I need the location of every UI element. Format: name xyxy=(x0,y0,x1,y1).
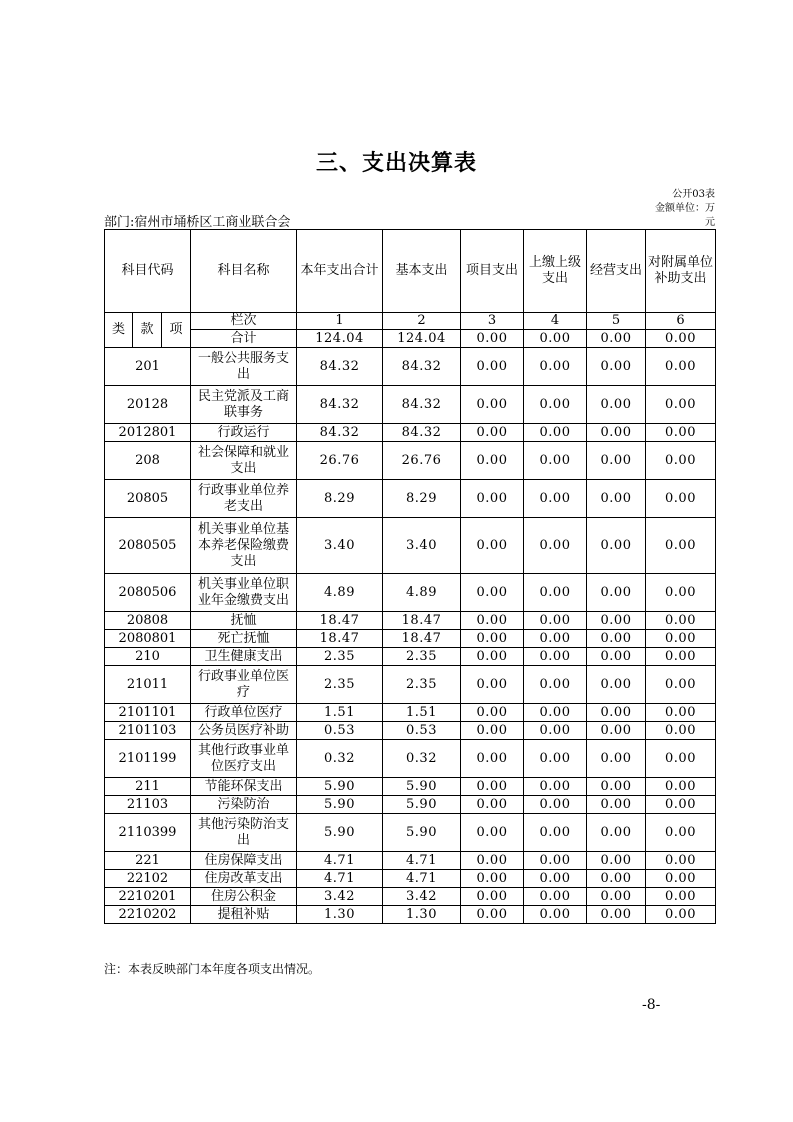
row-col6: 0.00 xyxy=(646,778,716,796)
row-name: 污染防治 xyxy=(191,796,297,814)
row-col2: 8.29 xyxy=(383,480,461,518)
row-col3: 0.00 xyxy=(461,778,524,796)
row-name: 节能环保支出 xyxy=(191,778,297,796)
row-col4: 0.00 xyxy=(524,480,587,518)
row-col6: 0.00 xyxy=(646,424,716,442)
row-col1: 84.32 xyxy=(297,348,383,386)
expenditure-table xyxy=(104,229,716,924)
table-row xyxy=(105,704,716,722)
footnote: 注：本表反映部门本年度各项支出情况。 xyxy=(104,962,321,976)
row-code: 211 xyxy=(105,778,191,796)
row-col3: 0.00 xyxy=(461,518,524,574)
row-col6: 0.00 xyxy=(646,480,716,518)
row-code: 2101103 xyxy=(105,722,191,740)
row-col1: 0.32 xyxy=(297,740,383,778)
amount-unit-value: 元 xyxy=(705,217,715,228)
header-code: 科目代码 xyxy=(105,230,191,313)
header-upper: 上缴上级支出 xyxy=(524,230,587,313)
row-code: 2210201 xyxy=(105,888,191,906)
row-col4: 0.00 xyxy=(524,870,587,888)
row-col2: 5.90 xyxy=(383,796,461,814)
row-col6: 0.00 xyxy=(646,870,716,888)
header-subsidy: 对附属单位补助支出 xyxy=(646,230,716,313)
row-col3: 0.00 xyxy=(461,888,524,906)
row-col3: 0.00 xyxy=(461,870,524,888)
row-col1: 5.90 xyxy=(297,796,383,814)
row-col1: 4.71 xyxy=(297,870,383,888)
row-code: 208 xyxy=(105,442,191,480)
row-col3: 0.00 xyxy=(461,612,524,630)
row-col4: 0.00 xyxy=(524,424,587,442)
row-col4: 0.00 xyxy=(524,740,587,778)
row-col3: 0.00 xyxy=(461,740,524,778)
row-col4: 0.00 xyxy=(524,574,587,612)
row-code: 22102 xyxy=(105,870,191,888)
total-col2: 124.04 xyxy=(383,330,461,348)
row-col3: 0.00 xyxy=(461,906,524,924)
row-col2: 4.71 xyxy=(383,852,461,870)
table-row xyxy=(105,518,716,574)
header-total: 本年支出合计 xyxy=(297,230,383,313)
row-col6: 0.00 xyxy=(646,574,716,612)
row-col4: 0.00 xyxy=(524,722,587,740)
row-col3: 0.00 xyxy=(461,574,524,612)
row-col4: 0.00 xyxy=(524,442,587,480)
header-kuan: 款 xyxy=(133,313,162,348)
header-basic: 基本支出 xyxy=(383,230,461,313)
row-code: 2110399 xyxy=(105,814,191,852)
row-col6: 0.00 xyxy=(646,442,716,480)
row-col5: 0.00 xyxy=(587,722,646,740)
table-row xyxy=(105,814,716,852)
row-col2: 18.47 xyxy=(383,612,461,630)
total-col1: 124.04 xyxy=(297,330,383,348)
header-name: 科目名称 xyxy=(191,230,297,313)
row-col1: 2.35 xyxy=(297,666,383,704)
row-col3: 0.00 xyxy=(461,852,524,870)
row-code: 2101199 xyxy=(105,740,191,778)
table-row xyxy=(105,480,716,518)
row-col4: 0.00 xyxy=(524,648,587,666)
header-row xyxy=(105,230,716,313)
row-code: 21011 xyxy=(105,666,191,704)
row-name: 其他行政事业单位医疗支出 xyxy=(191,740,297,778)
table-row xyxy=(105,888,716,906)
row-name: 社会保障和就业支出 xyxy=(191,442,297,480)
row-col5: 0.00 xyxy=(587,630,646,648)
row-col6: 0.00 xyxy=(646,704,716,722)
row-code: 210 xyxy=(105,648,191,666)
total-label: 合计 xyxy=(191,330,297,348)
row-name: 行政事业单位医疗 xyxy=(191,666,297,704)
row-col6: 0.00 xyxy=(646,386,716,424)
row-name: 抚恤 xyxy=(191,612,297,630)
row-code: 20805 xyxy=(105,480,191,518)
row-col5: 0.00 xyxy=(587,518,646,574)
col-number-2: 2 xyxy=(383,313,461,330)
row-col5: 0.00 xyxy=(587,778,646,796)
col-number-3: 3 xyxy=(461,313,524,330)
row-col4: 0.00 xyxy=(524,888,587,906)
row-name: 提租补贴 xyxy=(191,906,297,924)
header-lei: 类 xyxy=(105,313,133,348)
row-col1: 5.90 xyxy=(297,814,383,852)
row-col1: 4.89 xyxy=(297,574,383,612)
total-row xyxy=(105,330,716,348)
row-col2: 5.90 xyxy=(383,814,461,852)
row-col4: 0.00 xyxy=(524,630,587,648)
header-xiang: 项 xyxy=(162,313,191,348)
row-col1: 5.90 xyxy=(297,778,383,796)
row-col5: 0.00 xyxy=(587,480,646,518)
row-col6: 0.00 xyxy=(646,648,716,666)
row-col4: 0.00 xyxy=(524,612,587,630)
row-col5: 0.00 xyxy=(587,348,646,386)
row-code: 2080506 xyxy=(105,574,191,612)
row-col1: 1.51 xyxy=(297,704,383,722)
row-name: 民主党派及工商联事务 xyxy=(191,386,297,424)
row-col2: 84.32 xyxy=(383,424,461,442)
row-col5: 0.00 xyxy=(587,648,646,666)
col-number-1: 1 xyxy=(297,313,383,330)
page-number: -8- xyxy=(642,997,661,1013)
row-col4: 0.00 xyxy=(524,852,587,870)
row-code: 201 xyxy=(105,348,191,386)
row-col2: 4.71 xyxy=(383,870,461,888)
table-row xyxy=(105,796,716,814)
amount-unit-label: 金额单位：万 xyxy=(655,203,715,214)
table-row xyxy=(105,870,716,888)
row-code: 221 xyxy=(105,852,191,870)
row-col2: 26.76 xyxy=(383,442,461,480)
row-code: 20808 xyxy=(105,612,191,630)
row-col2: 4.89 xyxy=(383,574,461,612)
row-col1: 3.42 xyxy=(297,888,383,906)
row-name: 机关事业单位基本养老保险缴费支出 xyxy=(191,518,297,574)
table-row xyxy=(105,442,716,480)
row-col4: 0.00 xyxy=(524,348,587,386)
table-row xyxy=(105,666,716,704)
row-col5: 0.00 xyxy=(587,852,646,870)
row-col6: 0.00 xyxy=(646,722,716,740)
lanci-row xyxy=(105,313,716,330)
row-col1: 4.71 xyxy=(297,852,383,870)
row-name: 其他污染防治支出 xyxy=(191,814,297,852)
row-col1: 0.53 xyxy=(297,722,383,740)
row-col2: 5.90 xyxy=(383,778,461,796)
row-name: 公务员医疗补助 xyxy=(191,722,297,740)
total-col5: 0.00 xyxy=(587,330,646,348)
row-col1: 18.47 xyxy=(297,630,383,648)
row-col2: 3.42 xyxy=(383,888,461,906)
total-col6: 0.00 xyxy=(646,330,716,348)
row-col6: 0.00 xyxy=(646,630,716,648)
row-col3: 0.00 xyxy=(461,442,524,480)
row-col5: 0.00 xyxy=(587,870,646,888)
total-col4: 0.00 xyxy=(524,330,587,348)
row-col1: 18.47 xyxy=(297,612,383,630)
row-col6: 0.00 xyxy=(646,796,716,814)
row-col5: 0.00 xyxy=(587,612,646,630)
row-col1: 84.32 xyxy=(297,386,383,424)
row-col4: 0.00 xyxy=(524,906,587,924)
header-business: 经营支出 xyxy=(587,230,646,313)
row-name: 死亡抚恤 xyxy=(191,630,297,648)
table-row xyxy=(105,906,716,924)
table-row xyxy=(105,348,716,386)
row-col4: 0.00 xyxy=(524,778,587,796)
page-title: 三、支出决算表 xyxy=(315,151,477,176)
row-col1: 2.35 xyxy=(297,648,383,666)
row-col1: 84.32 xyxy=(297,424,383,442)
row-col5: 0.00 xyxy=(587,906,646,924)
row-name: 行政单位医疗 xyxy=(191,704,297,722)
row-col5: 0.00 xyxy=(587,704,646,722)
row-col6: 0.00 xyxy=(646,852,716,870)
row-col2: 1.51 xyxy=(383,704,461,722)
row-col4: 0.00 xyxy=(524,704,587,722)
row-col6: 0.00 xyxy=(646,518,716,574)
col-number-4: 4 xyxy=(524,313,587,330)
row-col4: 0.00 xyxy=(524,796,587,814)
row-col2: 84.32 xyxy=(383,386,461,424)
row-code: 2101101 xyxy=(105,704,191,722)
header-lanci: 栏次 xyxy=(191,313,297,330)
col-number-6: 6 xyxy=(646,313,716,330)
table-row xyxy=(105,424,716,442)
row-col5: 0.00 xyxy=(587,740,646,778)
row-col2: 2.35 xyxy=(383,666,461,704)
department-label: 部门:宿州市埇桥区工商业联合会 xyxy=(104,215,291,230)
total-col3: 0.00 xyxy=(461,330,524,348)
row-col6: 0.00 xyxy=(646,666,716,704)
row-col3: 0.00 xyxy=(461,796,524,814)
row-col6: 0.00 xyxy=(646,906,716,924)
row-code: 20128 xyxy=(105,386,191,424)
row-col4: 0.00 xyxy=(524,666,587,704)
table-row xyxy=(105,722,716,740)
row-col3: 0.00 xyxy=(461,666,524,704)
row-name: 行政运行 xyxy=(191,424,297,442)
row-col3: 0.00 xyxy=(461,814,524,852)
table-row xyxy=(105,740,716,778)
row-col1: 1.30 xyxy=(297,906,383,924)
row-name: 机关事业单位职业年金缴费支出 xyxy=(191,574,297,612)
row-col3: 0.00 xyxy=(461,348,524,386)
row-col2: 0.32 xyxy=(383,740,461,778)
row-col6: 0.00 xyxy=(646,740,716,778)
table-row xyxy=(105,574,716,612)
row-col2: 3.40 xyxy=(383,518,461,574)
row-col1: 26.76 xyxy=(297,442,383,480)
row-col2: 84.32 xyxy=(383,348,461,386)
row-col3: 0.00 xyxy=(461,424,524,442)
row-col2: 2.35 xyxy=(383,648,461,666)
col-number-5: 5 xyxy=(587,313,646,330)
row-code: 2080801 xyxy=(105,630,191,648)
table-row xyxy=(105,612,716,630)
row-col5: 0.00 xyxy=(587,574,646,612)
row-col4: 0.00 xyxy=(524,518,587,574)
table-row xyxy=(105,778,716,796)
row-col2: 0.53 xyxy=(383,722,461,740)
row-col4: 0.00 xyxy=(524,386,587,424)
row-col5: 0.00 xyxy=(587,796,646,814)
row-col3: 0.00 xyxy=(461,480,524,518)
row-col6: 0.00 xyxy=(646,612,716,630)
table-row xyxy=(105,648,716,666)
row-col5: 0.00 xyxy=(587,386,646,424)
row-col1: 3.40 xyxy=(297,518,383,574)
table-row xyxy=(105,386,716,424)
row-col3: 0.00 xyxy=(461,722,524,740)
row-name: 卫生健康支出 xyxy=(191,648,297,666)
row-col3: 0.00 xyxy=(461,648,524,666)
row-col5: 0.00 xyxy=(587,424,646,442)
row-col6: 0.00 xyxy=(646,348,716,386)
row-col5: 0.00 xyxy=(587,666,646,704)
row-col5: 0.00 xyxy=(587,888,646,906)
row-col6: 0.00 xyxy=(646,814,716,852)
row-col6: 0.00 xyxy=(646,888,716,906)
row-col2: 1.30 xyxy=(383,906,461,924)
row-col3: 0.00 xyxy=(461,704,524,722)
table-row xyxy=(105,852,716,870)
row-col5: 0.00 xyxy=(587,442,646,480)
row-col4: 0.00 xyxy=(524,814,587,852)
row-col1: 8.29 xyxy=(297,480,383,518)
row-name: 住房保障支出 xyxy=(191,852,297,870)
row-name: 一般公共服务支出 xyxy=(191,348,297,386)
table-row xyxy=(105,630,716,648)
row-code: 2080505 xyxy=(105,518,191,574)
form-code: 公开03表 xyxy=(672,189,715,200)
row-col3: 0.00 xyxy=(461,630,524,648)
row-code: 2210202 xyxy=(105,906,191,924)
row-name: 住房改革支出 xyxy=(191,870,297,888)
row-name: 行政事业单位养老支出 xyxy=(191,480,297,518)
row-col5: 0.00 xyxy=(587,814,646,852)
row-code: 2012801 xyxy=(105,424,191,442)
row-code: 21103 xyxy=(105,796,191,814)
row-col3: 0.00 xyxy=(461,386,524,424)
header-project: 项目支出 xyxy=(461,230,524,313)
row-name: 住房公积金 xyxy=(191,888,297,906)
row-col2: 18.47 xyxy=(383,630,461,648)
